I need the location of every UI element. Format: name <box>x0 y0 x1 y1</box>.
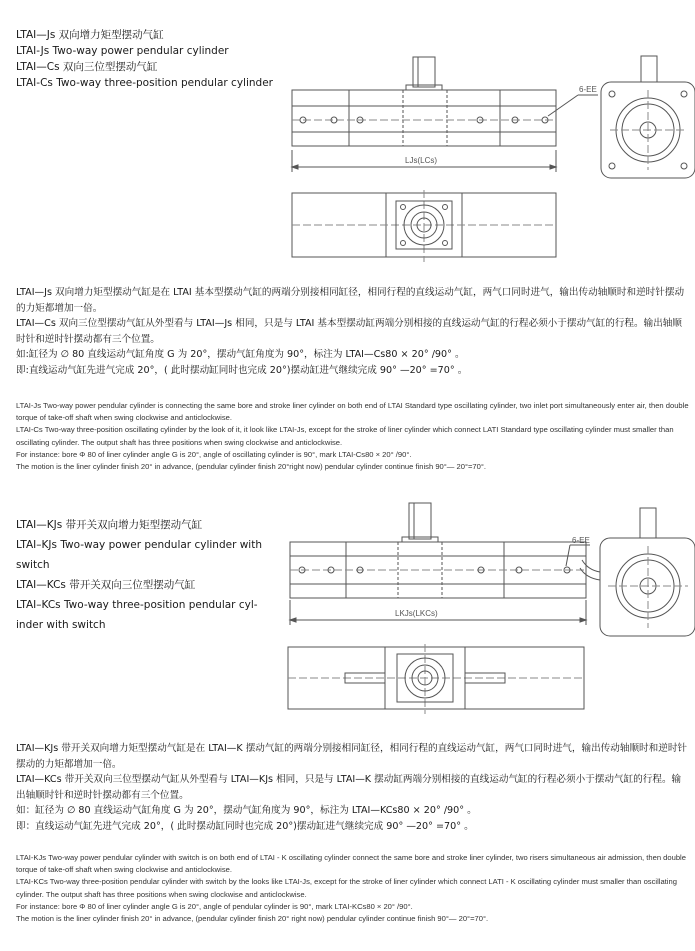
section1-cn-paragraph: LTAI—Js 双向增力矩型摆动气缸是在 LTAI 基本型摆动气缸的两端分别接相同缸径，相同行程的直线运动气缸，两气口同时进气，输出传动轴顺时和逆时针摆动的力矩都增加一倍。 <box>16 287 685 314</box>
section1-en-paragraph: For instance: bore Φ 80 of liner cylinder angle G is 20°, angle of oscillating cylinder is 90°, mark LTAI-Cs80 × 20° /90°. <box>16 449 412 459</box>
section2-title-cn-kcs: LTAI—KCs 带开关双向三位型摆动气缸 <box>16 579 196 591</box>
section2-en-paragraph: LTAI-KCs Two-way three-position pendular cylinder with switch by the looks like LTAI-Js, except for the stroke of liner cylinder which connect LATI - K oscillating cylinder must smaller than oscillating cylinder. The output shaft has three positions when swing clockwise and anticlockwise. <box>16 877 677 899</box>
section2-en-text <box>16 852 693 925</box>
section2-cn-paragraph: 如：缸径为 ∅ 80 直线运动气缸角度 G 为 20°，摆动气缸角度为 90°，标注为 LTAI—KCs80 × 20° /90° 。 <box>16 805 477 816</box>
section2-en-paragraph: The motion is the liner cylinder finish 20° in advance, (pendular cylinder finish 20° right now) pendular cylinder continue finish 90°— 20°=70°. <box>16 914 489 924</box>
section2-drawing <box>0 495 695 735</box>
section1-en-paragraph: LTAI-Cs Two-way three-position oscillating cylinder by the look of it, it look like LTAI-Js, except for the stroke of liner cylinder which connect LATI Standard type oscillating cylinder must smaller than oscillating cylinder. The output shaft has three positions when swing clockwise and anticlockwise. <box>16 425 674 447</box>
section1-title-en-js: LTAI-Js Two-way power pendular cylinder <box>16 45 229 57</box>
section1-en-paragraph: LTAI-Js Two-way power pendular cylinder is connecting the same bore and stroke liner cylinder on both end of LTAI Standard type oscillating cylinder, two inlet port simultaneously enter air, then double torque of take-off shaft when swing clockwise and anticlockwise. <box>16 401 689 423</box>
section1-cn-text <box>16 285 689 378</box>
section1-title-en-cs: LTAI-Cs Two-way three-position pendular cylinder <box>16 77 273 89</box>
section2-cn-text <box>16 741 689 834</box>
section1-en-paragraph: The motion is the liner cylinder finish 20° in advance, (pendular cylinder finish 20°right now) pendular cylinder continue finish 90°— 20°=70°. <box>16 462 487 472</box>
section1-cn-paragraph: LTAI—Cs 双向三位型摆动气缸从外型看与 LTAI—Js 相同，只是与 LTAI 基本型摆动缸两端分别相接的直线运动气缸的行程必须小于摆动气缸的行程。输出轴顺时针和逆时针摆动都有三个位置。 <box>16 318 682 345</box>
section2-en-paragraph: LTAI-KJs Two-way power pendular cylinder with switch is on both end of LTAI - K oscillating cylinder connect the same bore and stroke liner cylinder, two risers simultaneous air admission, then double torque of take-off shaft when swing clockwise and anticlockwise. <box>16 853 686 875</box>
section2-en-paragraph: For instance: bore Φ 80 of liner cylinder angle G is 20°, angle of pendular cylinder is 90°, mark LTAI-KCs80 × 20° /90°. <box>16 901 413 911</box>
section2-title-en-kcs: LTAI–KCs Two-way three-position pendular cyl- <box>16 599 258 611</box>
section2-title-en-kjs-cont: switch <box>16 559 50 571</box>
section2-title-cn-kjs: LTAI—KJs 带开关双向增力矩型摆动气缸 <box>16 519 203 531</box>
section1-drawing <box>0 40 695 265</box>
section1-en-text <box>16 400 693 473</box>
section1-cn-paragraph: 如:缸径为 ∅ 80 直线运动气缸角度 G 为 20°，摆动气缸角度为 90°，标注为 LTAI—Cs80 × 20° /90° 。 <box>16 349 465 360</box>
section2-callout-label: 6-EE <box>572 536 590 545</box>
section1-title-cn-cs: LTAI—Cs 双向三位型摆动气缸 <box>16 61 158 73</box>
section1-cn-paragraph: 即:直线运动气缸先进气完成 20°，( 此时摆动缸同时也完成 20°)摆动缸进气继续完成 90° —20° =70° 。 <box>16 364 468 376</box>
section1-title-cn-js: LTAI—Js 双向增力矩型摆动气缸 <box>16 29 164 41</box>
section2-cn-paragraph: 即：直线运动气缸先进气完成 20°，( 此时摆动缸同时也完成 20°)摆动缸进气继续完成 90° —20° =70° 。 <box>16 820 474 832</box>
section2-title-en-kjs: LTAI–KJs Two-way power pendular cylinder with <box>16 539 262 551</box>
section2-title-en-kcs-cont: inder with switch <box>16 619 106 631</box>
section1-dim-label: LJs(LCs) <box>405 156 438 165</box>
section2-cn-paragraph: LTAI—KJs 带开关双向增力矩型摆动气缸是在 LTAI—K 摆动气缸的两端分别接相同缸径，相同行程的直线运动气缸，两气口同时进气，输出传动轴顺时和逆时针摆动的力矩都增加一倍。 <box>16 743 688 770</box>
section2-dim-label: LKJs(LKCs) <box>395 609 438 618</box>
section1-callout-label: 6-EE <box>579 85 597 94</box>
section2-cn-paragraph: LTAI—KCs 带开关双向三位型摆动气缸从外型看与 LTAI—KJs 相同，只是与 LTAI—K 摆动缸两端分别相接的直线运动气缸的行程必须小于摆动气缸的行程。输出轴顺时针和逆时针摆动都有三个位置。 <box>16 774 682 801</box>
